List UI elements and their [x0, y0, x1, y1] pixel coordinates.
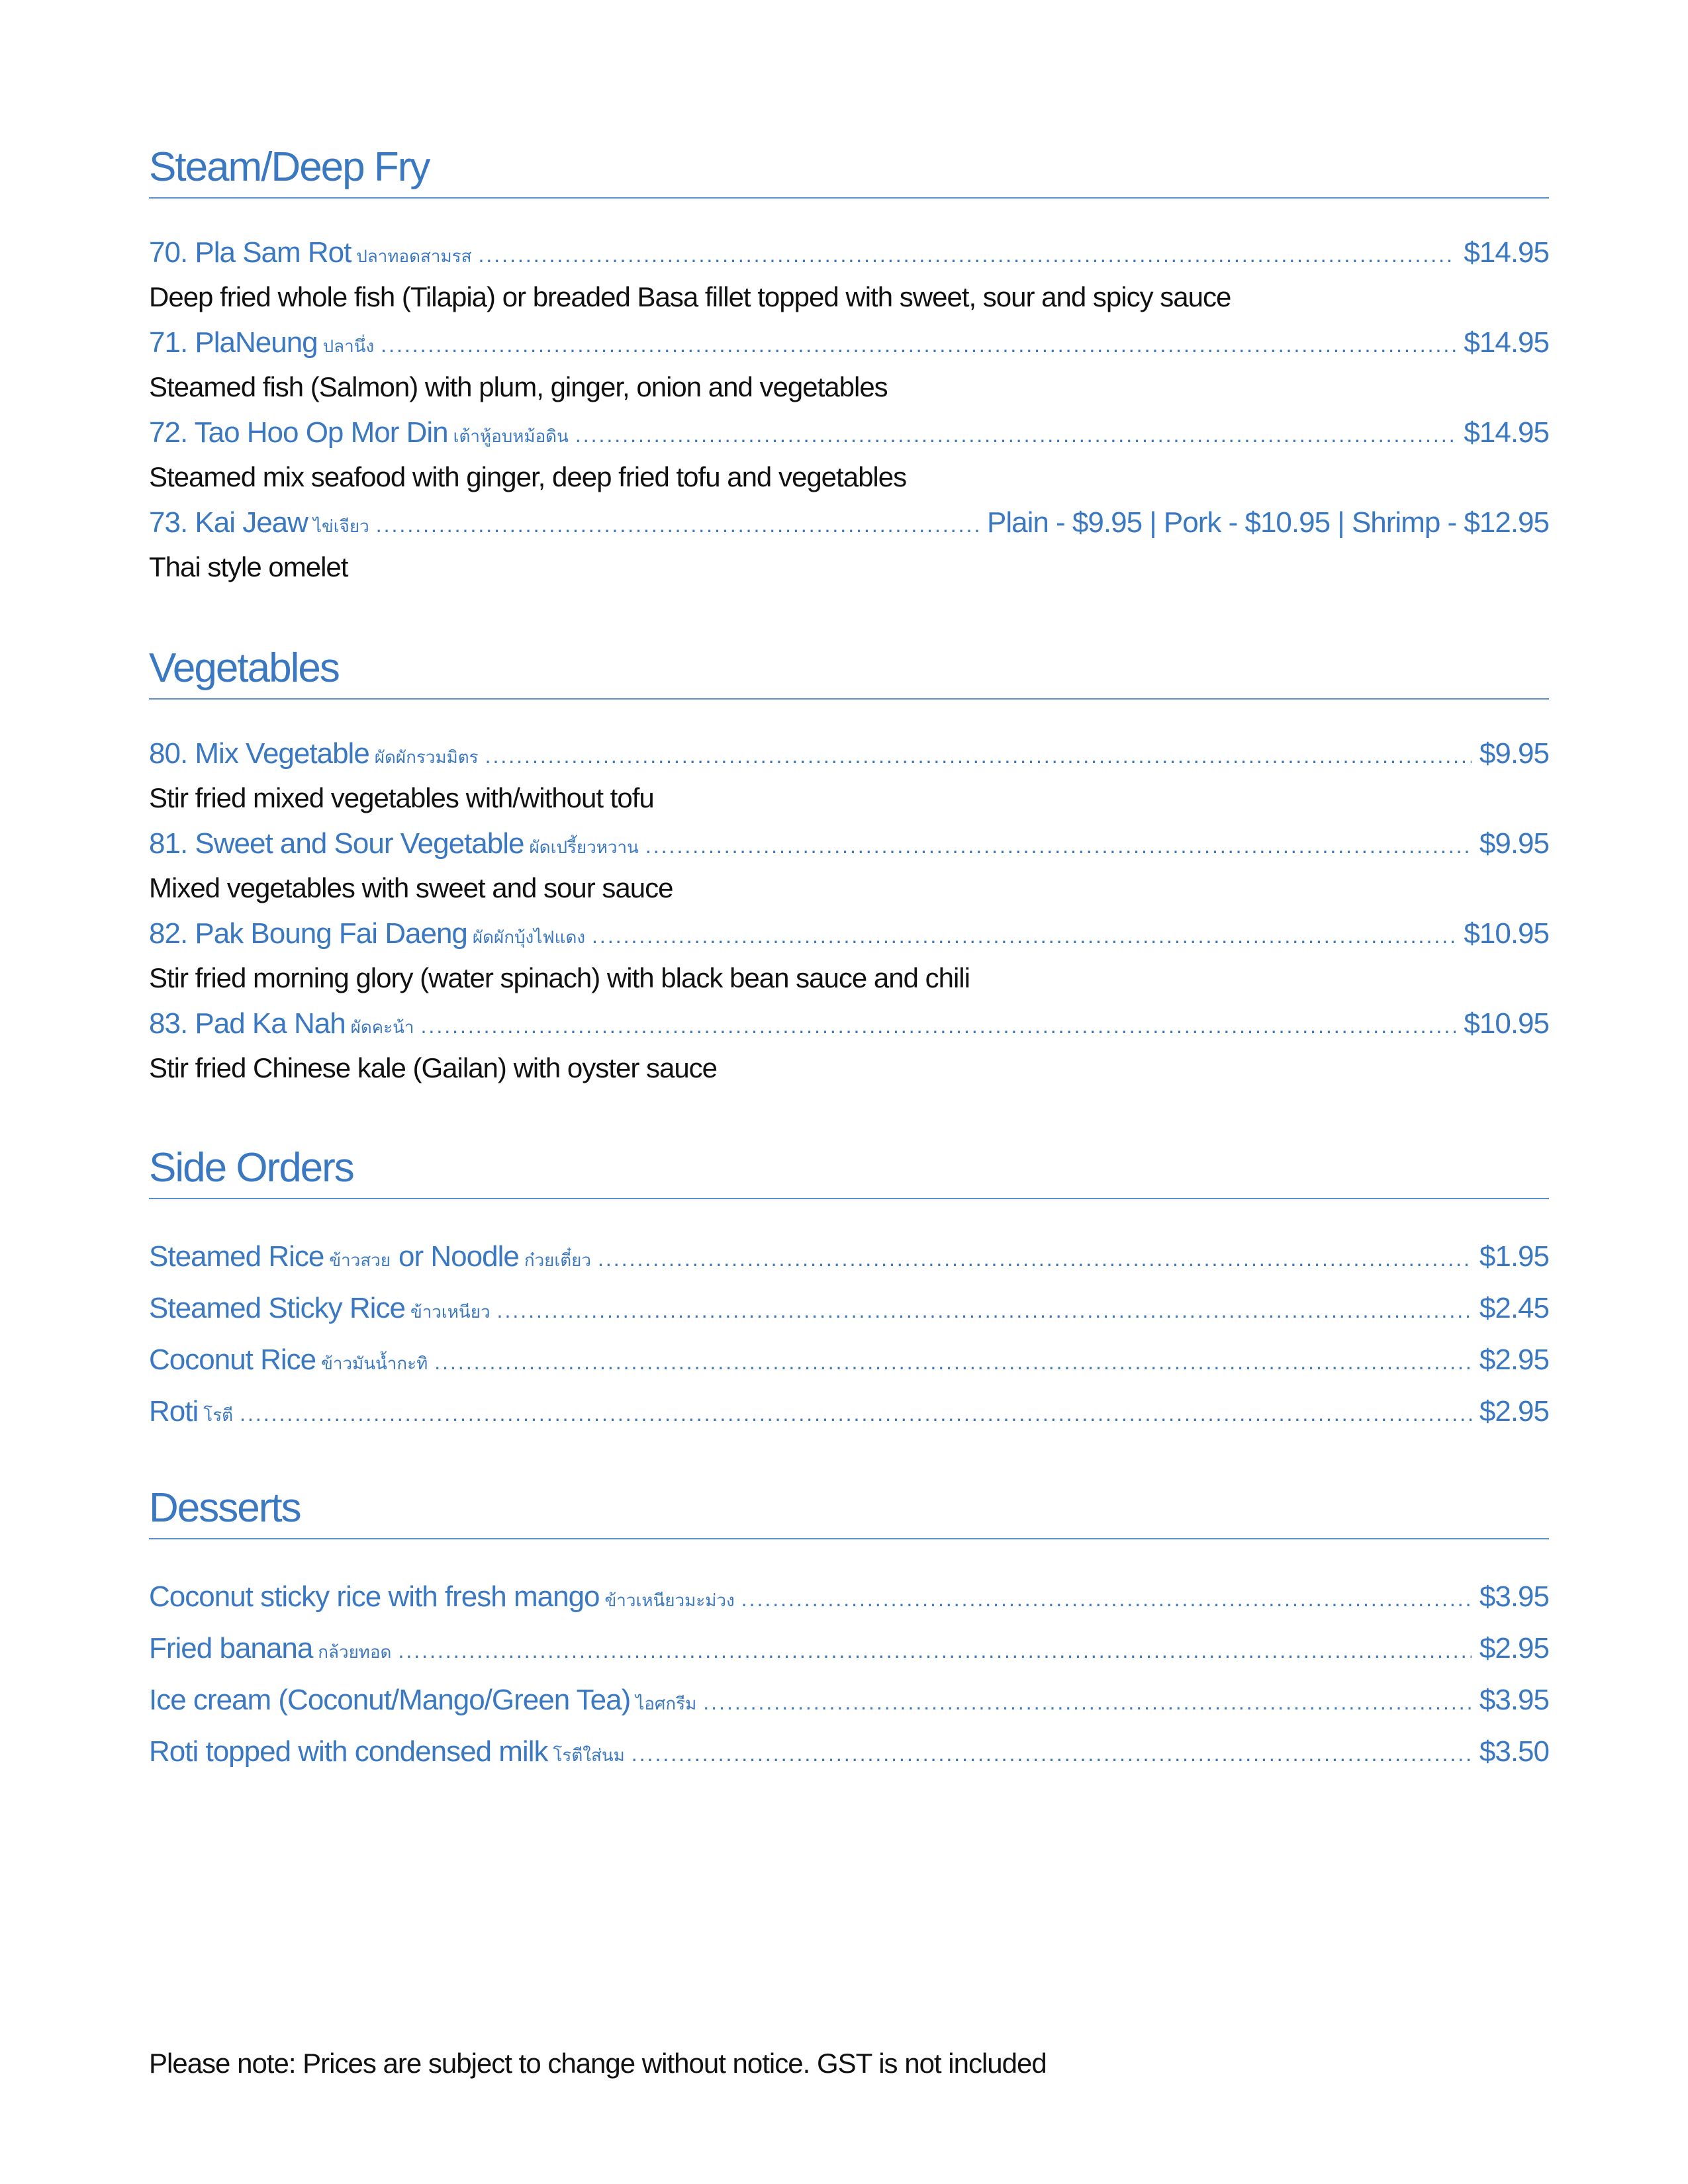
section-title: Steam/Deep Fry [149, 144, 430, 190]
item-name: Coconut Rice [149, 1343, 316, 1376]
section-divider [149, 698, 1549, 700]
item-thai-name: กล้วยทอด [318, 1643, 392, 1662]
dot-leader [741, 1573, 1472, 1623]
menu-item-row [149, 1334, 1549, 1386]
section-title: Side Orders [149, 1145, 353, 1191]
item-thai-name: ไข่เจียว [312, 517, 369, 537]
menu-item-row [149, 1386, 1549, 1437]
section-desserts [149, 1480, 1549, 1778]
item-description: Stir fried mixed vegetables with/without tofu [149, 782, 654, 813]
dot-leader [703, 1676, 1472, 1726]
section-title: Desserts [149, 1485, 301, 1531]
menu-item-row [149, 1231, 1549, 1283]
item-name: Roti [149, 1395, 199, 1428]
item-description: Thai style omelet [149, 551, 348, 582]
dot-leader [240, 1388, 1472, 1437]
item-description: Deep fried whole fish (Tilapia) or breaded Basa fillet topped with sweet, sour and spicy sauce [149, 281, 1231, 312]
item-thai-name: เต้าหู้อบหม้อดิน [453, 427, 569, 447]
item-price: $2.95 [1479, 1395, 1549, 1428]
section-divider [149, 197, 1549, 199]
dot-leader [645, 823, 1472, 866]
item-price: $14.95 [1464, 326, 1549, 359]
item-price: $14.95 [1464, 416, 1549, 449]
dot-leader [376, 502, 979, 545]
dot-leader [575, 412, 1456, 455]
dot-leader [434, 1336, 1472, 1386]
item-name: 72. Tao Hoo Op Mor Din [149, 416, 448, 449]
dot-leader [381, 322, 1456, 365]
item-price: $3.95 [1479, 1684, 1549, 1716]
menu-item-row [149, 911, 1549, 956]
section-divider [149, 1198, 1549, 1199]
menu-item-row [149, 1726, 1549, 1778]
item-name: 73. Kai Jeaw [149, 506, 308, 539]
item-name: 83. Pad Ka Nah [149, 1007, 346, 1040]
item-name: 70. Pla Sam Rot [149, 236, 352, 269]
item-thai-name: ผัดคะน้า [350, 1018, 414, 1038]
item-thai-name: ผัดเปรี้ยวหวาน [529, 838, 639, 858]
dot-leader [479, 232, 1456, 275]
item-description: Steamed fish (Salmon) with plum, ginger, onion and vegetables [149, 371, 888, 402]
item-price: $14.95 [1464, 236, 1549, 269]
item-thai-name: ผัดผักบุ้งไฟแดง [472, 928, 586, 948]
item-price-options: Plain - $9.95 | Pork - $10.95 | Shrimp - $12.95 [986, 506, 1549, 539]
dot-leader [598, 1233, 1472, 1283]
item-thai-name: ไอศกรีม [635, 1694, 697, 1714]
menu-item-row [149, 500, 1549, 545]
section-vegetables [149, 640, 1549, 1091]
menu-item-row [149, 230, 1549, 275]
dot-leader [632, 1728, 1472, 1778]
menu-item-row [149, 1001, 1549, 1046]
dot-leader [497, 1285, 1472, 1334]
dot-leader [592, 913, 1456, 956]
menu-item-row [149, 410, 1549, 455]
item-thai-name: ข้าวมันน้ำกะทิ [321, 1354, 428, 1374]
item-name-alternative: or Noodle [399, 1240, 519, 1273]
menu-item-row [149, 1674, 1549, 1726]
item-price: $9.95 [1479, 737, 1549, 770]
item-name: Steamed Rice [149, 1240, 324, 1273]
section-title: Vegetables [149, 645, 339, 691]
dot-leader [398, 1625, 1471, 1674]
item-thai-name: ข้าวเหนียวมะม่วง [604, 1591, 735, 1611]
item-description: Stir fried morning glory (water spinach) with black bean sauce and chili [149, 962, 970, 993]
dot-leader [485, 733, 1472, 776]
item-name: 71. PlaNeung [149, 326, 318, 359]
item-price: $2.95 [1479, 1632, 1549, 1664]
item-price: $3.95 [1479, 1580, 1549, 1613]
price-disclaimer-note: Please note: Prices are subject to change without notice. GST is not included [149, 2048, 1047, 2079]
item-thai-name: ข้าวเหนียว [410, 1302, 491, 1322]
menu-item-row [149, 1283, 1549, 1334]
item-name: 80. Mix Vegetable [149, 737, 369, 770]
item-description: Stir fried Chinese kale (Gailan) with oyster sauce [149, 1052, 718, 1083]
item-thai-name: โรตีใส่นม [553, 1746, 625, 1766]
dot-leader [421, 1003, 1456, 1046]
item-price: $10.95 [1464, 1007, 1549, 1040]
item-name: Coconut sticky rice with fresh mango [149, 1580, 600, 1613]
menu-item-row [149, 1623, 1549, 1674]
item-thai-name: ปลาทอดสามรส [356, 247, 472, 267]
item-price: $1.95 [1479, 1240, 1549, 1273]
menu-item-row [149, 821, 1549, 866]
item-price: $2.45 [1479, 1292, 1549, 1324]
item-name: Roti topped with condensed milk [149, 1735, 548, 1768]
item-thai-name: ปลานึ่ง [322, 337, 375, 357]
item-name: Ice cream (Coconut/Mango/Green Tea) [149, 1684, 631, 1716]
item-price: $3.50 [1479, 1735, 1549, 1768]
item-description: Mixed vegetables with sweet and sour sauce [149, 872, 673, 903]
menu-page [149, 0, 1549, 2184]
item-name: Fried banana [149, 1632, 313, 1664]
item-price: $9.95 [1479, 827, 1549, 860]
item-name: 82. Pak Boung Fai Daeng [149, 917, 467, 950]
item-thai-name: ผัดผักรวมมิตร [374, 748, 479, 768]
section-divider [149, 1538, 1549, 1539]
item-price: $10.95 [1464, 917, 1549, 950]
menu-item-row [149, 1571, 1549, 1623]
menu-item-row [149, 731, 1549, 776]
item-name: Steamed Sticky Rice [149, 1292, 405, 1324]
item-thai-name-alternative: ก๋วยเตี๋ยว [524, 1251, 592, 1271]
item-thai-name: ข้าวสวย [329, 1251, 391, 1271]
item-thai-name: โรตี [203, 1406, 234, 1426]
item-name: 81. Sweet and Sour Vegetable [149, 827, 524, 860]
section-side-orders [149, 1140, 1549, 1437]
item-price: $2.95 [1479, 1343, 1549, 1376]
menu-item-row [149, 320, 1549, 365]
item-description: Steamed mix seafood with ginger, deep fried tofu and vegetables [149, 461, 907, 492]
section-steam-deep-fry [149, 139, 1549, 590]
